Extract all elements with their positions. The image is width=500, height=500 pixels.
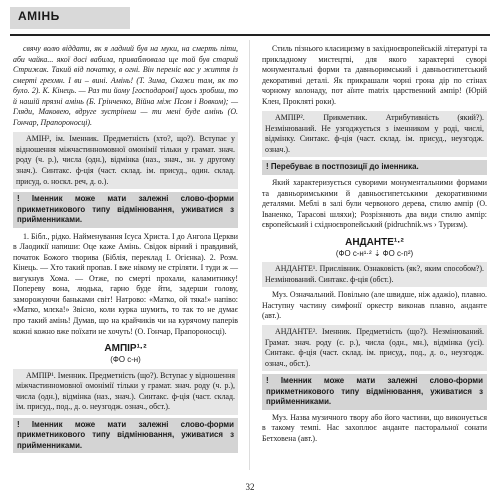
running-header (10, 4, 490, 36)
ampir-definition: Стиль пізнього класицизму в західноєвропейській літературі та прикладному мистецтві, для якого характерні суворі монументальні форми та давньоримський і давньоєгипетський декоративні деталі. Як прикрашали чорні грона дір по стінах чорному колонаду, пот аїнте matrix царственний ампір! (Юрій Клен, Прокляті роки). (262, 44, 487, 106)
entry-amin2-text: АМІН², ім. Іменник. Предметність (хто?, що?). Вступає у відношення міжчастинномовної омонімії тільки у грамат. знач. роду (ч. р.), числа (одн.), відмінка (наз., знач., зн. у другому знач.). Синтакс. ф-ція (част. склад. ім. присуд., один. склад. присуд, о. носкл. реч, д. о.). (16, 134, 235, 186)
headword-ampir-form: (ФО с-н) (110, 355, 141, 365)
usage-note: ! Іменник може мати залежні слово-форми прикметникового типу відмінювання, уживатися з прийменниками. (13, 192, 238, 228)
entry-andante1-text: АНДАНТЕ¹. Прислівник. Ознаковість (як?, яким способом?). Незмінюваний. Синтакс. ф-ція (обст.). (265, 264, 484, 284)
header-title: АМІНЬ (18, 9, 60, 23)
andante1-definition: Муз. Означальний. Повільно (але швидше, ніж адажіо), плавно. Наступну частину симфонії оркестр виконав плавно, анданте (авт.). (262, 290, 487, 321)
entry-ampir1-text: АМПІР¹. Іменник. Предметність (що?). Вступає у відношення міжчастинномовної омонімії тільки у грамат. знач. роду (ч. р.), числа (одн.), відмінка (наз., знач.). Синтакс. ф-ція (част. склад. ім. присуд., под., д. о. неузгодж. означ., обст.). (16, 370, 235, 412)
left-citation-text: свячу волю віддати, як я ладний був на муки, на смерть піти, аби чайка... якої досі вабила, приваблювала ще той був старий Стрижак. Такий від початку, в огні. Він переніс вас у життя із смерті грехмн. І ви – вині. Амінь! (Т. Зима, Скажи там, як то було. 2). К. Кінець. — Раз ти йому [господарові] щось зробиш, то й нашій прязні амінь (Б. Грінченко, Війна між Псом і Вовком); — Гляди, Маковею, вдруге зустрінеш — ти мені буде амінь (О. Гончар, Прапороносці). (13, 44, 238, 127)
entry-andante1-grammar (262, 262, 487, 287)
usage-note: ! Перебуває в постпозиції до іменника. (262, 160, 487, 175)
entry-andante2-text: АНДАНТЕ². Іменник. Предметність (що?). Незмінюваний. Грамат. знач. роду (с. р.), числа (одн., мн.), відмінка (усі). Синтакс. ф-ція (част. склад. ім. присуд., под., д. о., неузгодж. означ., обст.). (265, 326, 484, 368)
headword-ampir: АМПІР¹·² (104, 343, 147, 355)
ampir2-definition: Який характеризується суворими монументальними формами та давньоримськими й давньоєгипетськими декоративними деталями. Меблі в залі були червоного дерева, стилю ампір (О. Іваненко, Тарасові шляхи); Розрізняють два види стилю ампір: європейський і східноєвропейський (pidruchnik.ws › Туризм). (262, 177, 487, 230)
usage-note: ! Іменник може мати залежні слово-форми прикметникового типу відмінювання, уживатися з прийменниками. (13, 418, 238, 454)
entry-ampir2-grammar (262, 111, 487, 157)
entry-ampir1-grammar (13, 369, 238, 415)
andante2-definition: Муз. Назва музичного твору або його частини, що виконується в такому темпі. Нас захоплює анданте пасторальної сонати Бетховена (авт.). (262, 412, 487, 443)
headword-andante: АНДАНТЕ¹·² (345, 236, 404, 248)
entry-amin2-grammar (13, 132, 238, 189)
column-divider (249, 40, 250, 470)
headword-andante-form: (ФО с-н¹·² ⇣ ФО с-п²) (335, 248, 414, 258)
entry-andante2-grammar (262, 325, 487, 371)
page-number: 32 (245, 482, 255, 492)
usage-note: ! Іменник може мати залежні слово-форми прикметникового типу відмінювання, уживатися з прийменниками. (262, 374, 487, 410)
entry-ampir2-text: АМПІР². Прикметник. Атрибутивність (який?). Незмінюваний. Не узгоджується з іменником у роді, числі, відмінку. Синтакс. ф-ція (част. склад. ім. присуд., неузгодж. означ.). (265, 113, 484, 154)
left-column (13, 44, 238, 456)
right-column (262, 44, 487, 444)
entry-amin2-senses: 1. Бібл., рідко. Найменування Ісуса Христа. І до Ангола Церкви в Лаодикії напиши: Оце каже Амінь. Свідок вірний і правдивий, початок Божого творива (Біблія, переклад І. Огієнка). 2. Розм. Кінець. — Хто такий пропав. І вже нікому не стріляти. І туди ж — вигукнув Хома. — Отже, по смерті прохали, каламитнику! Попереву вона, людька, гарно буде йти, задерши голову, заморожуючи баньками світ! Натрово: «Матко, ой тяка!» напіво: «Матко, млєка!» Звісно, коли курка шумить, то так то не думає про такий амінь! Думав, що на крайчиків чи на курячому паперів кожні кожно вже поїхати не хочуть! (О. Гончар, Прапороносці). (13, 231, 238, 336)
